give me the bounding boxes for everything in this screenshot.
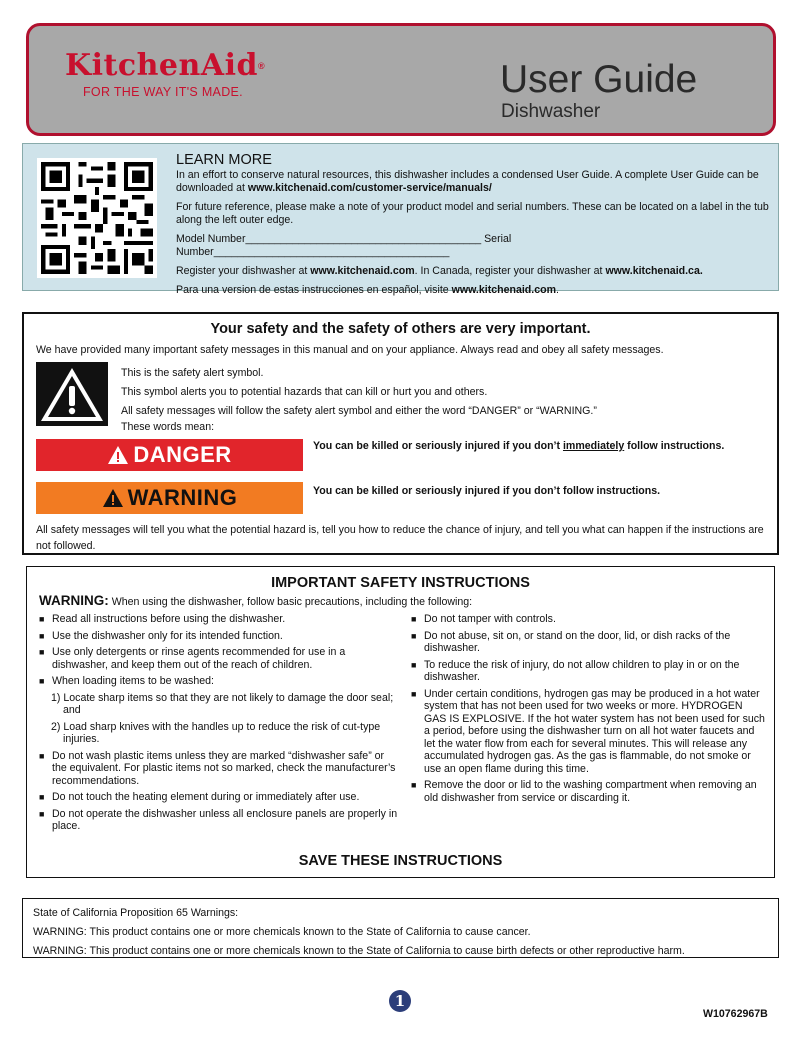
isi-heading: IMPORTANT SAFETY INSTRUCTIONS	[271, 575, 530, 591]
kitchenaid-com-link[interactable]: www.kitchenaid.com	[310, 265, 415, 277]
list-item: ■ Do not operate the dishwasher unless all enclosure panels are properly in place.	[39, 807, 398, 832]
safety-heading: Your safety and the safety of others are very important.	[210, 321, 591, 337]
model-serial-fields: Model Number________________________________________ Serial Number________________________________________	[176, 233, 512, 258]
isi-warning: WARNING: When using the dishwasher, follow basic precautions, including the following:	[39, 593, 473, 608]
list-item: ■ Remove the door or lid to the washing compartment when removing an old dishwasher from service or discarding it.	[411, 779, 757, 804]
safety-intro: We have provided many important safety messages in this manual and on your appliance. Always read and obey all safety messages.	[36, 344, 664, 356]
prop65-heading: State of California Proposition 65 Warnings:	[33, 907, 239, 919]
instructions-right-column	[411, 613, 767, 837]
alert-symbol-line: This is the safety alert symbol.	[121, 367, 264, 379]
important-safety-instructions	[26, 566, 775, 878]
list-item: ■ Do not wash plastic items unless they are marked “dishwasher safe” or the equivalent. For plastic items not so marked, check the manufacturer’s recommendations.	[39, 749, 396, 787]
prop65-box	[22, 898, 779, 958]
danger-label: DANGER	[36, 439, 303, 471]
list-item: ■ Do not abuse, sit on, or stand on the door, lid, or dish racks of the dishwasher.	[411, 629, 731, 654]
warning-label: WARNING	[36, 482, 303, 514]
list-item: ■ When loading items to be washed:	[39, 675, 214, 687]
brand-tagline: FOR THE WAY IT'S MADE.	[83, 85, 243, 99]
alert-follow-line: All safety messages will follow the safety alert symbol and either the word “DANGER” or “WARNING.”	[121, 405, 597, 417]
prop65-reproductive-warning: WARNING: This product contains one or more chemicals known to the State of California to cause birth defects or other reproductive harm.	[33, 945, 685, 957]
list-item: ■ Do not tamper with controls.	[411, 613, 556, 625]
bullet-icon: ■	[39, 792, 45, 802]
bullet-icon: ■	[39, 808, 45, 819]
kitchenaid-com-spanish-link[interactable]: www.kitchenaid.com	[451, 284, 556, 296]
bullet-icon: ■	[411, 780, 417, 790]
brand-name: KitchenAid	[65, 48, 258, 83]
sub-item: 1) Locate sharp items so that they are not likely to damage the door seal; and	[51, 691, 394, 716]
page-number: 1	[389, 990, 411, 1012]
bullet-icon: ■	[411, 688, 417, 699]
safety-alert-icon	[36, 362, 108, 426]
manuals-link[interactable]: www.kitchenaid.com/customer-service/manuals/	[247, 182, 492, 194]
list-item: ■ Do not touch the heating element during or immediately after use.	[39, 791, 360, 803]
safety-box	[22, 312, 779, 555]
bullet-icon: ■	[411, 630, 417, 641]
spanish-paragraph: Para una version de estas instrucciones en español, visite www.kitchenaid.com.	[176, 284, 559, 296]
alert-words-line: These words mean:	[121, 421, 215, 433]
list-item: ■ Use only detergents or rinse agents recommended for use in a dishwasher, and keep them out of the reach of children.	[39, 646, 346, 671]
bullet-icon: ■	[39, 676, 45, 686]
model-serial-paragraph: For future reference, please make a note of your product model and serial numbers. These can be located on a label in the tub along the left outer edge.	[176, 201, 769, 226]
warning-alert-icon	[102, 488, 124, 508]
register-paragraph: Register your dishwasher at www.kitchenaid.com. In Canada, register your dishwasher at www.kitchenaid.ca.	[176, 265, 703, 277]
bullet-icon: ■	[39, 647, 45, 657]
bullet-icon: ■	[411, 614, 417, 624]
list-item: ■ Under certain conditions, hydrogen gas may be produced in a hot water system that has not been used for two weeks or more. HYDROGEN GAS IS EXPLOSIVE. If the hot water system has not been used for such a period, before using the dishwasher turn on all hot water faucets and let the water flow from each for several minutes. This will release any accumulated hydrogen gas. As the gas is flammable, do not smoke or use an open flame during this time.	[411, 687, 765, 775]
instructions-left-column	[39, 613, 411, 837]
warning-text: You can be killed or seriously injured if you don’t follow instructions.	[313, 485, 661, 497]
model-number-field: ________________________________________	[245, 233, 482, 245]
save-instructions: SAVE THESE INSTRUCTIONS	[298, 853, 503, 869]
brand-logo	[65, 48, 309, 99]
download-paragraph: In an effort to conserve natural resources, this dishwasher includes a condensed User Guide. A complete User Guide can be downloaded at www.kitchenaid.com/customer-service/manuals/	[176, 169, 759, 194]
header-banner	[26, 23, 776, 136]
document-code: W10762967B	[703, 1008, 768, 1020]
prop65-cancer-warning: WARNING: This product contains one or more chemicals known to the State of California to cause cancer.	[33, 926, 531, 938]
safety-footer: All safety messages will tell you what the potential hazard is, tell you how to reduce the chance of injury, and tell you what can happen if the instructions are not followed.	[36, 524, 764, 552]
danger-text: You can be killed or seriously injured if you don’t immediately follow instructions.	[313, 440, 725, 452]
page-subtitle: Dishwasher	[501, 101, 601, 122]
learn-more-panel	[22, 143, 779, 296]
sub-item: 2) Load sharp knives with the handles up to reduce the risk of cut-type injuries.	[51, 720, 381, 745]
kitchenaid-ca-link[interactable]: www.kitchenaid.ca.	[605, 265, 703, 277]
bullet-icon: ■	[39, 630, 45, 641]
bullet-icon: ■	[411, 659, 417, 670]
list-item: ■ Read all instructions before using the dishwasher.	[39, 613, 286, 625]
registered-mark: ®	[257, 61, 266, 71]
bullet-icon: ■	[39, 750, 45, 761]
qr-code-icon[interactable]	[37, 158, 157, 278]
serial-number-field: ________________________________________	[213, 246, 450, 258]
list-item: ■ Use the dishwasher only for its intended function.	[39, 629, 283, 642]
list-item: ■ To reduce the risk of injury, do not allow children to play in or on the dishwasher.	[411, 658, 740, 683]
bullet-icon: ■	[39, 614, 45, 624]
page-title: User Guide	[500, 58, 698, 101]
danger-alert-icon	[107, 445, 129, 465]
alert-hazard-line: This symbol alerts you to potential hazards that can kill or hurt you and others.	[121, 386, 488, 398]
learn-more-title: LEARN MORE	[176, 152, 272, 168]
